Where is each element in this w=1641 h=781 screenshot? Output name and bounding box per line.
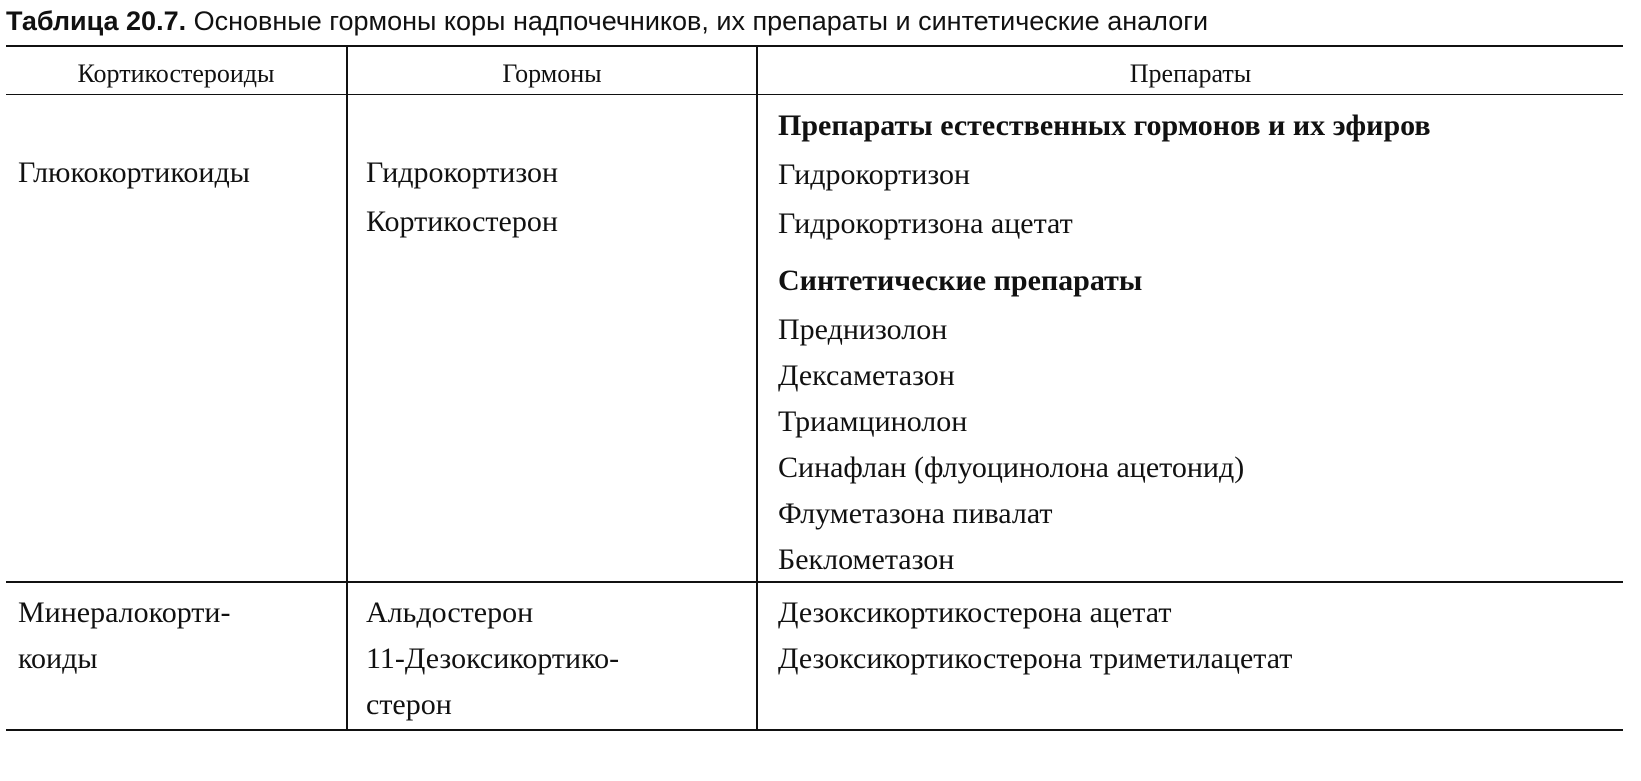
hormone-name: Альдостерон bbox=[366, 596, 534, 629]
row-divider-rule bbox=[6, 581, 1623, 583]
hormone-name: Гидрокортизон bbox=[366, 156, 559, 189]
header-hormones: Гормоны bbox=[502, 59, 602, 88]
column-divider-1 bbox=[346, 47, 348, 729]
preparation-item: Беклометазон bbox=[778, 543, 955, 576]
table-caption-number: Таблица 20.7. bbox=[6, 6, 187, 36]
table-bottom-rule bbox=[6, 729, 1623, 731]
hormone-name: Кортикостерон bbox=[366, 205, 558, 238]
corticosteroid-cell bbox=[18, 148, 250, 197]
preparation-item: Дезоксикортикостерона ацетат bbox=[778, 596, 1172, 629]
preparation-item: Синафлан (флуоцинолона ацетонид) bbox=[778, 451, 1245, 484]
preparation-item: Гидрокортизон bbox=[778, 158, 971, 191]
hormones-cell bbox=[366, 148, 558, 246]
header-bottom-rule bbox=[6, 94, 1623, 95]
corticosteroid-name: Минералокорти- bbox=[18, 596, 231, 629]
corticosteroid-cell bbox=[18, 590, 230, 682]
group-heading-natural: Препараты естественных гормонов и их эфиров bbox=[778, 109, 1431, 142]
corticosteroid-name: коиды bbox=[18, 642, 98, 675]
column-divider-2 bbox=[756, 47, 758, 729]
preparation-item: Дезоксикортикостерона триметилацетат bbox=[778, 642, 1293, 675]
preparation-item: Преднизолон bbox=[778, 313, 948, 346]
header-corticosteroids: Кортикостероиды bbox=[77, 59, 275, 88]
preparations-cell bbox=[778, 590, 1292, 682]
hormone-name: стерон bbox=[366, 688, 452, 721]
group-heading-synthetic: Синтетические препараты bbox=[778, 264, 1143, 297]
header-preparations: Препараты bbox=[1129, 59, 1252, 88]
table-caption-text: Основные гормоны коры надпочечников, их препараты и синтетические аналоги bbox=[193, 6, 1209, 36]
hormones-cell bbox=[366, 590, 619, 728]
preparation-item: Триамцинолон bbox=[778, 405, 968, 438]
preparation-item: Гидрокортизона ацетат bbox=[778, 207, 1073, 240]
hormone-name: 11-Дезоксикортико- bbox=[366, 642, 620, 675]
corticosteroid-name: Глюкокортикоиды bbox=[18, 156, 250, 189]
preparation-item: Дексаметазон bbox=[778, 359, 955, 392]
preparations-cell bbox=[778, 101, 1431, 581]
table-top-rule bbox=[6, 45, 1623, 47]
preparation-item: Флуметазона пивалат bbox=[778, 497, 1053, 530]
table-caption bbox=[6, 4, 1208, 38]
